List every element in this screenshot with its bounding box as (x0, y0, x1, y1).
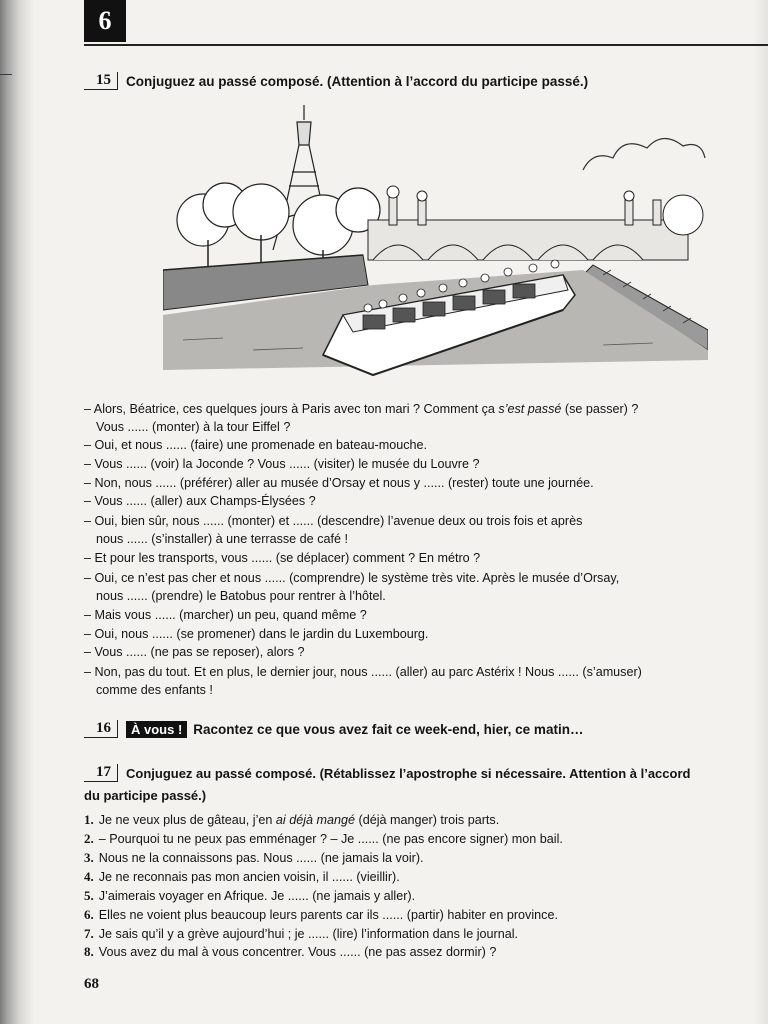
chapter-number-box: 6 (84, 0, 126, 42)
ex15-example-answer: s’est passé (498, 402, 562, 416)
item-example-answer: ai déjà mangé (275, 813, 356, 827)
a-vous-badge: À vous ! (126, 721, 187, 738)
item-text: Je sais qu’il y a grève aujourd’hui ; je ...... (lire) l’information dans le journal. (98, 927, 519, 941)
exercise-number: 15 (84, 72, 118, 90)
item-text: Vous avez du mal à vous concentrer. Vous ...... (ne pas assez dormir) ? (98, 945, 497, 959)
exercise-title: Conjuguez au passé composé. (Rétablissez l’apostrophe si nécessaire. Attention à l’accord (126, 766, 691, 781)
item-number: 7. (84, 926, 94, 941)
page-number: 68 (84, 976, 99, 992)
item-number: 8. (84, 944, 94, 959)
margin-rule (0, 74, 12, 75)
ex15-line-14: – Vous ...... (ne pas se reposer), alors ? (84, 645, 305, 659)
ex17-item-5 (84, 887, 764, 905)
ex15-line-1 (84, 400, 764, 418)
exercise-number: 16 (84, 720, 118, 738)
ex15-line-13: – Oui, nous ...... (se promener) dans le jardin du Luxembourg. (84, 627, 429, 641)
ex15-line-3: – Oui, et nous ...... (faire) une promenade en bateau-mouche. (84, 438, 428, 452)
item-text-end: (déjà manger) trois parts. (355, 813, 500, 827)
ex15-line-12: – Mais vous ...... (marcher) un peu, quand même ? (84, 608, 367, 622)
ex15-line-5: – Non, nous ...... (préférer) aller au musée d’Orsay et nous y ...... (rester) toute une journée. (84, 476, 594, 490)
item-number: 1. (84, 812, 94, 827)
ex15-line-10: – Oui, ce n’est pas cher et nous ...... (comprendre) le système très vite. Après le musée d’Orsay, (84, 571, 620, 585)
item-text: – Pourquoi tu ne peux pas emménager ? – Je ...... (ne pas encore signer) mon bail. (98, 832, 563, 846)
item-text: J’aimerais voyager en Afrique. Je ...... (ne jamais y aller). (98, 889, 416, 903)
ex15-line-9: – Et pour les transports, vous ...... (se déplacer) comment ? En métro ? (84, 551, 481, 565)
ex17-item-8 (84, 943, 764, 961)
paris-boat-illustration (163, 100, 708, 390)
exercise-17-heading (84, 764, 690, 782)
exercise-number: 17 (84, 764, 118, 782)
ex15-line-11: nous ...... (prendre) le Batobus pour rentrer à l’hôtel. (96, 589, 386, 603)
item-number: 5. (84, 888, 94, 903)
ex17-item-1 (84, 811, 764, 829)
ex15-line-2: Vous ...... (monter) à la tour Eiffel ? (96, 420, 291, 434)
item-text: Elles ne voient plus beaucoup leurs parents car ils ...... (partir) habiter en province. (98, 908, 558, 922)
ex15-line-7: – Oui, bien sûr, nous ...... (monter) et ...... (descendre) l’avenue deux ou trois fois et après (84, 514, 583, 528)
ex17-item-3 (84, 849, 764, 867)
exercise-title: Conjuguez au passé composé. (Attention à l’accord du participe passé.) (126, 74, 589, 89)
item-text: Je ne veux plus de gâteau, j’en (98, 813, 276, 827)
book-spine-shadow (0, 0, 34, 1024)
ex17-item-4 (84, 868, 764, 886)
item-number: 4. (84, 869, 94, 884)
ex15-line-4: – Vous ...... (voir) la Joconde ? Vous ...... (visiter) le musée du Louvre ? (84, 457, 480, 471)
ex15-line-16: comme des enfants ! (96, 683, 213, 697)
exercise-title: Racontez ce que vous avez fait ce week-end, hier, ce matin… (193, 722, 584, 737)
ex15-line-1-end: (se passer) ? (561, 402, 639, 416)
ex15-line-8: nous ...... (s’installer) à une terrasse de café ! (96, 532, 348, 546)
ex15-line-15: – Non, pas du tout. Et en plus, le dernier jour, nous ...... (aller) au parc Astérix ! Nous ...... (s’amuser) (84, 665, 642, 679)
ex15-line-1-text: – Alors, Béatrice, ces quelques jours à Paris avec ton mari ? Comment ça (84, 402, 499, 416)
item-number: 6. (84, 907, 94, 922)
item-number: 2. (84, 831, 94, 846)
ex15-line-6: – Vous ...... (aller) aux Champs-Élysées ? (84, 494, 316, 508)
header-rule (84, 44, 768, 46)
exercise-15-heading (84, 72, 588, 90)
exercise-16-heading (84, 720, 583, 738)
exercise-17-title-cont: du participe passé.) (84, 788, 207, 803)
ex17-item-7 (84, 925, 764, 943)
item-text: Je ne reconnais pas mon ancien voisin, il ...... (vieillir). (98, 870, 400, 884)
item-number: 3. (84, 850, 94, 865)
ex17-item-2 (84, 830, 764, 848)
ex17-item-6 (84, 906, 764, 924)
item-text: Nous ne la connaissons pas. Nous ...... (ne jamais la voir). (98, 851, 424, 865)
